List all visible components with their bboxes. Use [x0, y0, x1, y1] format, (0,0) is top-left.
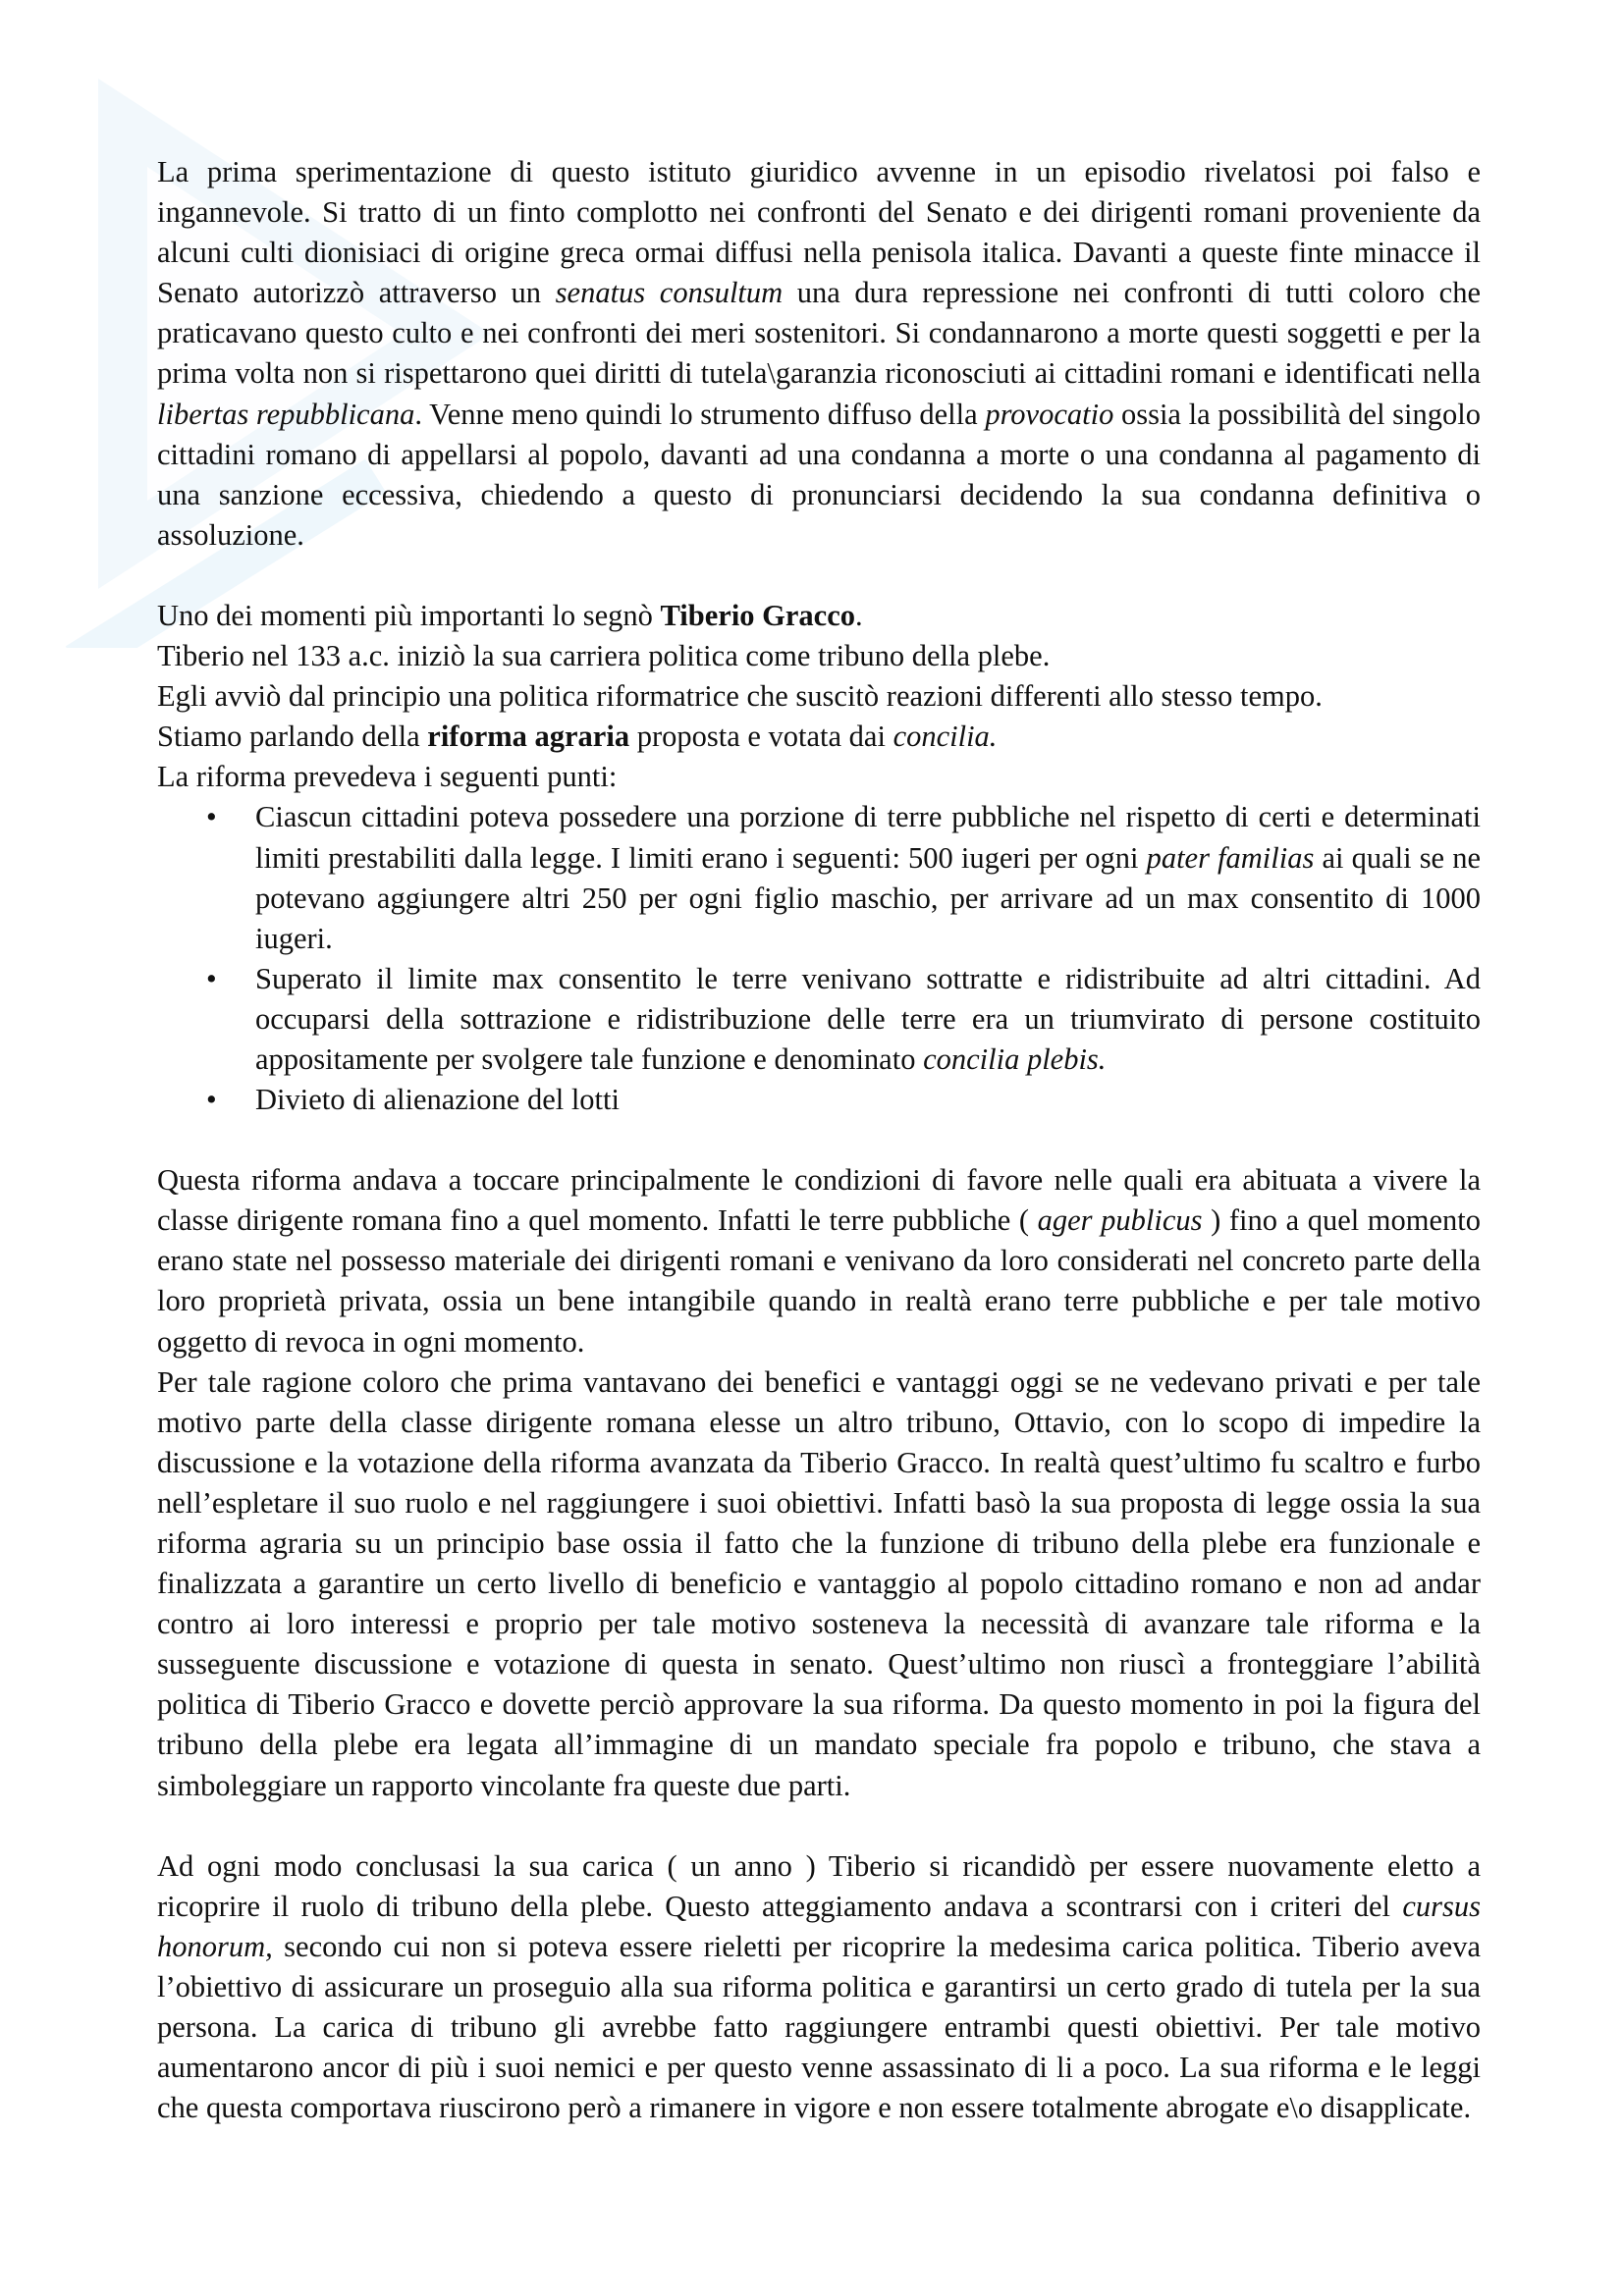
paragraph-1: La prima sperimentazione di questo istituto giuridico avvenne in un episodio rivelatosi poi falso e ingannevole. Si tratto di un finto complotto nei confronti del Senato e dei dirigenti romani proveniente da alcuni culti dionisiaci di origine greca ormai diffusi nella penisola italica. Davanti a queste finte minacce il Senato autorizzò attraverso un senatus consultum una dura repressione nei confronti di tutti coloro che praticavano questo culto e nei confronti dei meri sostenitori. Si condannarono a morte questi soggetti e per la prima volta non si rispettarono quei diritti di tutela\garanzia riconosciuti ai cittadini romani e identificati nella libertas repubblicana. Venne meno quindi lo strumento diffuso della provocatio ossia la possibilità del singolo cittadini romano di appellarsi al popolo, davanti ad una condanna a morte o una condanna al pagamento di una sanzione eccessiva, chiedendo a questo di pronunciarsi decidendo la sua condanna definitiva o assoluzione.	[157, 155, 1481, 552]
bullet-icon: •	[206, 800, 217, 834]
list-item: • Divieto di alienazione del lotti	[157, 1080, 1481, 1120]
line-tiberio-intro: Uno dei momenti più importanti lo segnò Tiberio Gracco.	[157, 598, 863, 632]
line-agrarian-reform: Stiamo parlando della riforma agraria proposta e votata dai concilia.	[157, 720, 998, 754]
line-reform-policy: Egli avviò dal principio una politica riformatrice che suscitò reazioni differenti allo stesso tempo.	[157, 679, 1323, 714]
paragraph-ager-publicus: Questa riforma andava a toccare principalmente le condizioni di favore nelle quali era abituata a vivere la classe dirigente romana fino a quel momento. Infatti le terre pubbliche ( ager publicus ) fino a quel momento erano state nel possesso materiale dei dirigenti romani e venivano da loro considerati nel concreto parte della loro proprietà privata, ossia un bene intangibile quando in realtà erano terre pubbliche e per tale motivo oggetto di revoca in ogni momento.	[157, 1163, 1482, 1359]
reform-points-list	[157, 797, 1481, 1120]
document-page	[157, 152, 1481, 2128]
list-item: • Ciascun cittadini poteva possedere una porzione di terre pubbliche nel rispetto di certi e determinati limiti prestabiliti dalla legge. I limiti erano i seguenti: 500 iugeri per ogni pater familias ai quali se ne potevano aggiungere altri 250 per ogni figlio maschio, per arrivare ad un max consentito di 1000 iugeri.	[157, 797, 1481, 958]
paragraph-ottavio: Per tale ragione coloro che prima vantavano dei benefici e vantaggi oggi se ne vedevano privati e per tale motivo parte della classe dirigente romana elesse un altro tribuno, Ottavio, con lo scopo di impedire la discussione e la votazione della riforma avanzata da Tiberio Gracco. In realtà quest’ultimo fu scaltro e furbo nell’espletare il suo ruolo e nel raggiungere i suoi obiettivi. Infatti basò la sua proposta di legge ossia la sua riforma agraria su un principio base ossia il fatto che la funzione di tribuno della plebe era funzionale e finalizzata a garantire un certo livello di beneficio e vantaggio al popolo cittadino romano e non ad andar contro ai loro interessi e proprio per tale motivo sosteneva la necessità di avanzare tale riforma e la susseguente discussione e votazione di questa in senato. Quest’ultimo non riuscì a fronteggiare l’abilità politica di Tiberio Gracco e dovette perciò approvare la sua riforma. Da questo momento in poi la figura del tribuno della plebe era legata all’immagine di un mandato speciale fra popolo e tribuno, che stava a simboleggiare un rapporto vincolante fra queste due parti.	[157, 1364, 1481, 1802]
line-reform-points: La riforma prevedeva i seguenti punti:	[157, 760, 618, 794]
bullet-icon: •	[206, 1083, 217, 1117]
bullet-icon: •	[206, 961, 217, 995]
list-item: • Superato il limite max consentito le terre venivano sottratte e ridistribuite ad altri cittadini. Ad occuparsi della sottrazione e ridistribuzione delle terre era un triumvirato di persone costituito appositamente per svolgere tale funzione e denominato concilia plebis.	[157, 959, 1481, 1080]
paragraph-cursus-honorum: Ad ogni modo conclusasi la sua carica ( un anno ) Tiberio si ricandidò per essere nuovamente eletto a ricoprire il ruolo di tribuno della plebe. Questo atteggiamento andava a scontrarsi con i criteri del cursus honorum, secondo cui non si poteva essere rieletti per ricoprire la medesima carica politica. Tiberio aveva l’obiettivo di assicurare un proseguio alla sua riforma politica e garantirsi un certo grado di tutela per la sua persona. La carica di tribuno gli avrebbe fatto raggiungere entrambi questi obiettivi. Per tale motivo aumentarono ancor di più i suoi nemici e per questo venne assassinato di li a poco. La sua riforma e le leggi che questa comportava riuscirono però a rimanere in vigore e non essere totalmente abrogate e\o disapplicate.	[157, 1848, 1481, 2125]
line-tiberio-career: Tiberio nel 133 a.c. iniziò la sua carriera politica come tribuno della plebe.	[157, 639, 1051, 673]
